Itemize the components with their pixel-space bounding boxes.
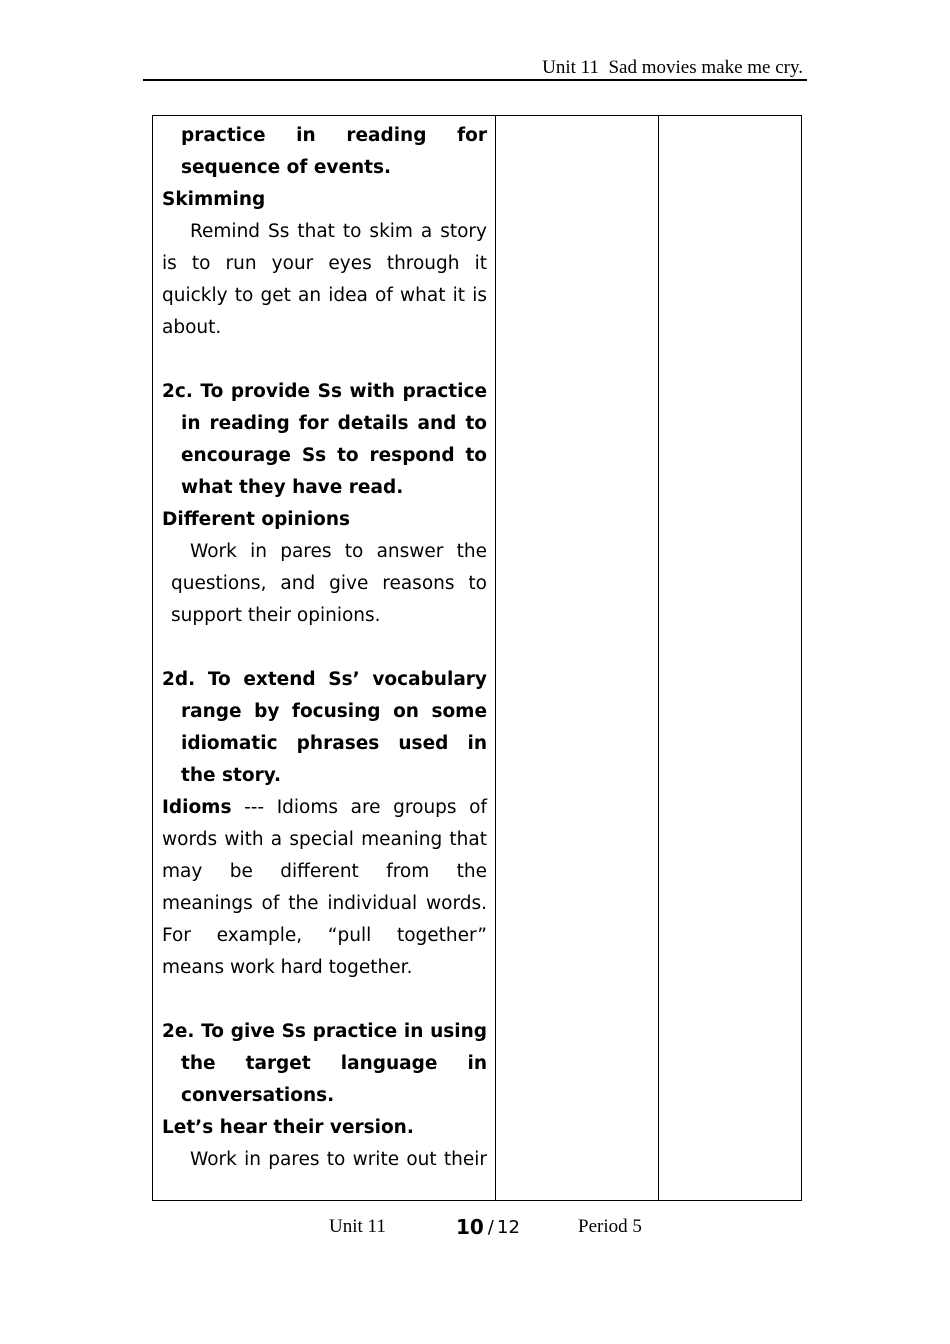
opinions-title: Different opinions: [162, 509, 351, 530]
column-divider-1: [495, 116, 496, 1200]
version-text: Work in pares to write out their: [190, 1149, 487, 1170]
header-rule: [143, 79, 807, 81]
version-title: Let’s hear their version.: [162, 1117, 414, 1138]
idioms-title: Idioms: [162, 797, 232, 818]
running-header: Unit 11 Sad movies make me cry.: [542, 57, 803, 78]
step-objective-2d: 2d. To extend Ss’ vocabulary range by focusing on some idiomatic phrases used in the story.: [162, 669, 487, 786]
column-divider-2: [658, 116, 659, 1200]
footer-unit: Unit 11: [329, 1216, 386, 1237]
step-objective-2c: 2c. To provide Ss with practice in reading for details and to encourage Ss to respond to what they have read.: [162, 381, 487, 498]
idioms-paragraph: [162, 792, 487, 984]
page-number-total: 12: [497, 1217, 520, 1238]
step-objective-2e: 2e. To give Ss practice in using the target language in conversations.: [162, 1021, 487, 1106]
page-footer: [0, 1213, 950, 1243]
footer-period: Period 5: [578, 1216, 642, 1237]
page-number-separator: /: [482, 1217, 500, 1238]
opinions-text: Work in pares to answer the questions, and give reasons to support their opinions.: [171, 541, 487, 626]
lesson-step-cell: [162, 120, 487, 1176]
skimming-text: Remind Ss that to skim a story is to run your eyes through it quickly to get an idea of what it is about.: [162, 221, 487, 338]
skimming-title: Skimming: [162, 189, 266, 210]
idioms-text: --- Idioms are groups of words with a special meaning that may be different from the meanings of the individual words. For example, “pull together” means work hard together.: [162, 797, 487, 978]
step-objective-2b: practice in reading for sequence of events.: [181, 125, 487, 178]
page-number-current: 10: [456, 1215, 484, 1239]
lesson-table: [152, 115, 802, 1201]
